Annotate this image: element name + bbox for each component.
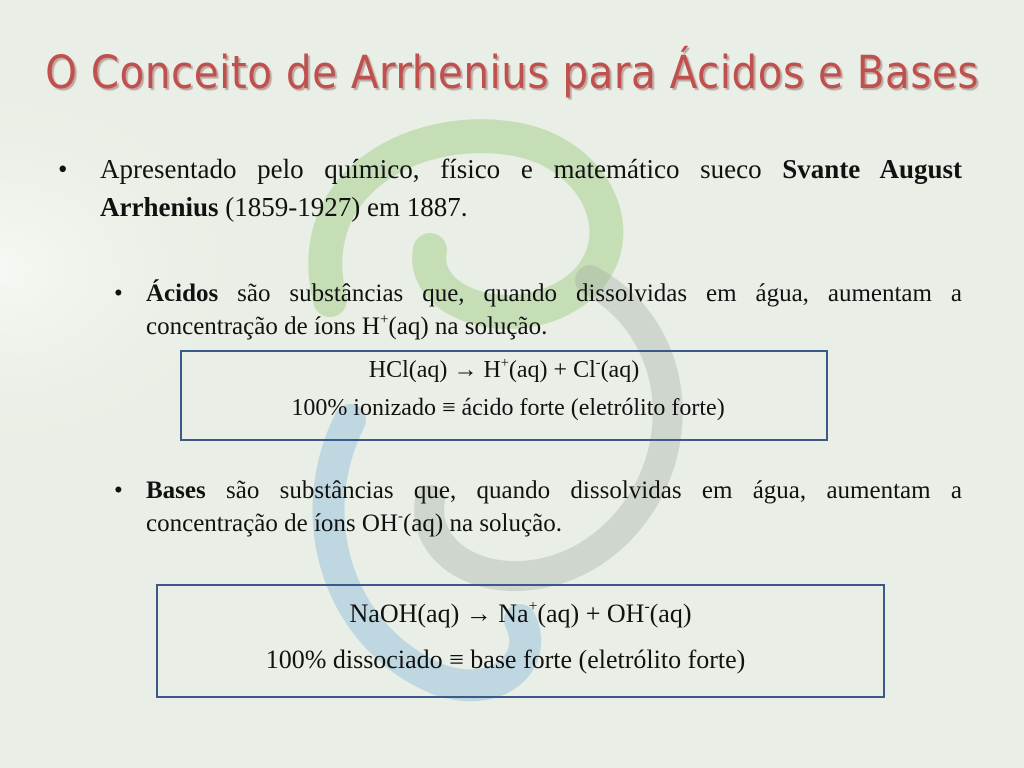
acid-product-2-charge: -	[595, 354, 601, 371]
bases-text-end: (aq) na solução.	[402, 510, 562, 537]
oh-ion-charge: -	[397, 508, 403, 525]
bullet-dot: •	[114, 280, 123, 307]
base-equation-box	[156, 584, 885, 698]
intro-text-before: Apresentado pelo químico, físico e matemático sueco	[100, 154, 783, 184]
base-product-2-charge: -	[644, 598, 650, 616]
acid-note: 100% ionizado ≡ ácido forte (eletrólito forte)	[291, 395, 725, 421]
base-product-1-state: (aq) + OH	[537, 599, 645, 628]
acids-text: são substâncias que, quando dissolvidas em água, aumentam a concentração de íons H	[146, 280, 962, 340]
bullet-dot: •	[58, 154, 68, 184]
acids-definition	[146, 277, 962, 343]
base-product-1: Na	[491, 599, 529, 628]
base-equation	[158, 591, 883, 637]
acid-product-2-state: (aq)	[600, 357, 640, 383]
acids-text-end: (aq) na solução.	[388, 313, 548, 340]
acids-bullet	[114, 277, 962, 343]
arrhenius-name: Svante August Arrhenius	[100, 154, 963, 222]
bases-text: são substâncias que, quando dissolvidas em água, aumentam a concentração de íons OH	[146, 477, 962, 537]
reaction-arrow: →	[453, 357, 478, 383]
base-note: 100% dissociado ≡ base forte (eletrólito forte)	[265, 645, 746, 674]
acid-equation-box	[180, 350, 828, 441]
h-ion-charge: +	[379, 311, 389, 328]
acids-term: Ácidos	[146, 280, 219, 307]
acid-product-1-charge: +	[500, 354, 509, 371]
intro-text-after: (1859-1927) em 1887.	[218, 192, 468, 222]
acid-product-1-state: (aq) + Cl	[508, 357, 596, 383]
bases-definition	[146, 474, 962, 540]
intro-bullet	[58, 150, 962, 226]
acid-product-1: H	[477, 357, 501, 383]
bases-bullet	[114, 474, 962, 540]
base-product-1-charge: +	[528, 598, 538, 616]
acid-equation	[182, 353, 826, 388]
acid-reactant: HCl(aq)	[368, 357, 454, 383]
base-product-2-state: (aq)	[649, 599, 692, 628]
base-reactant: NaOH(aq)	[349, 599, 466, 628]
intro-text	[100, 150, 962, 226]
reaction-arrow: →	[465, 599, 492, 628]
bullet-dot: •	[114, 477, 123, 504]
slide-title: O Conceito de Arrhenius para Ácidos e Bases	[45, 46, 979, 99]
bases-term: Bases	[146, 477, 206, 504]
